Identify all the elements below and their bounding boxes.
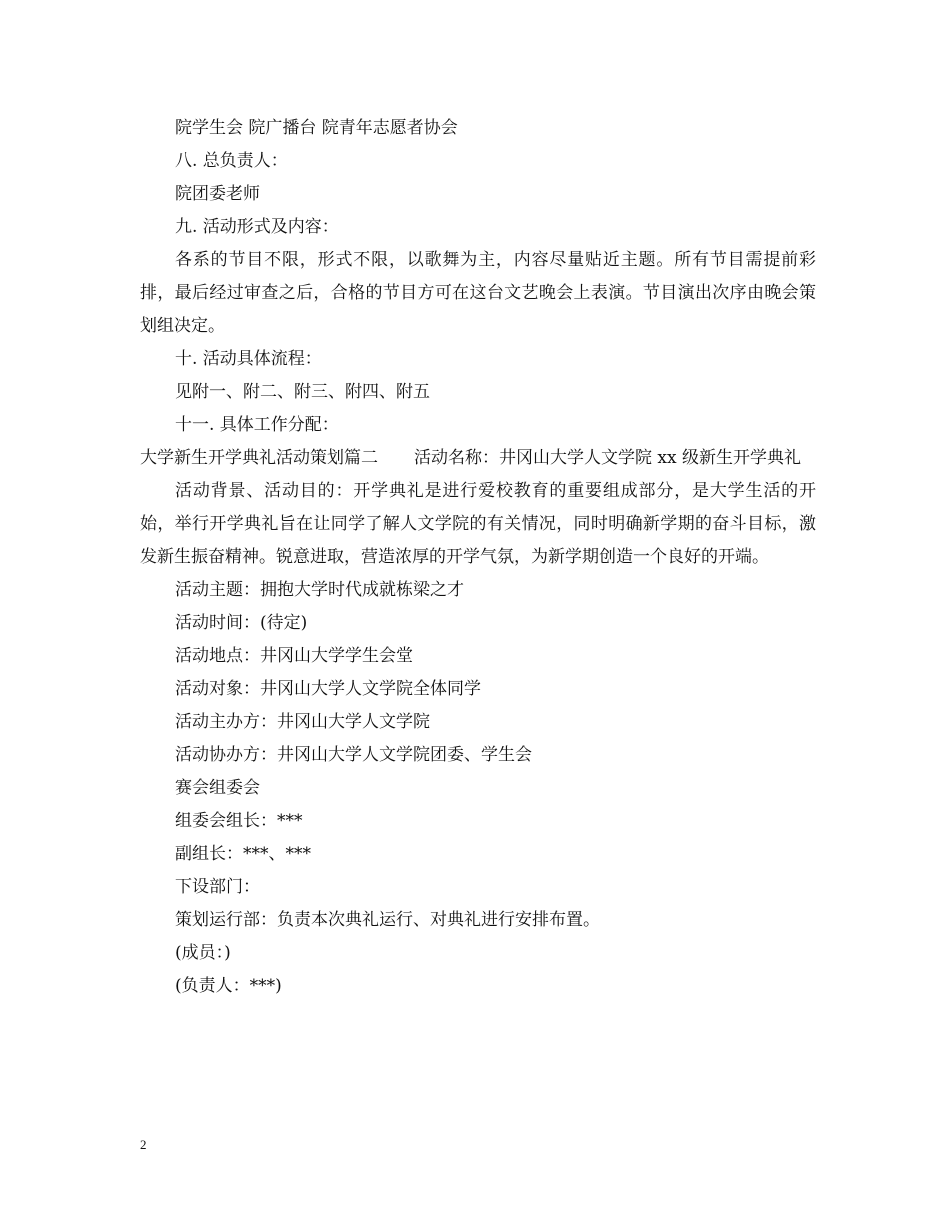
heading-section-10: 十. 活动具体流程： <box>175 349 322 369</box>
page-number: 2 <box>140 1137 147 1152</box>
text-line-members: (成员：) <box>175 943 231 963</box>
paragraph-background-purpose: 活动背景、活动目的：开学典礼是进行爱校教育的重要组成部分，是大学生活的开始，举行开学典礼旨在让同学了解人文学院的有关情况，同时明确新学期的奋斗目标，激发新生振奋精神。锐意进取，营造浓厚的开学气氛，为新学期创造一个良好的开端。 <box>140 481 816 567</box>
text-line-appendix: 见附一、附二、附三、附四、附五 <box>175 382 430 402</box>
activity-name: 活动名称：井冈山大学人文学院 xx 级新生开学典礼 <box>414 448 801 468</box>
article-title-line <box>140 442 816 475</box>
text-line-deputy-head: 副组长：***、*** <box>175 844 311 864</box>
text-line-audience: 活动对象：井冈山大学人文学院全体同学 <box>175 679 481 699</box>
text-line-departments: 下设部门： <box>175 877 260 897</box>
heading-section-9: 九. 活动形式及内容： <box>175 217 339 237</box>
text-line-host: 活动主办方：井冈山大学人文学院 <box>175 712 430 732</box>
text-line-committee-head: 组委会组长：*** <box>175 811 303 831</box>
text-line-time: 活动时间：(待定) <box>175 613 308 633</box>
text-line-planning-dept: 策划运行部：负责本次典礼运行、对典礼进行安排布置。 <box>175 910 600 930</box>
text-line-organizers: 院学生会 院广播台 院青年志愿者协会 <box>175 118 458 138</box>
heading-section-8: 八. 总负责人： <box>175 151 288 171</box>
text-line-theme: 活动主题：拥抱大学时代成就栋梁之才 <box>175 580 464 600</box>
article-title: 大学新生开学典礼活动策划篇二 <box>140 448 378 468</box>
paragraph-program-rules: 各系的节目不限，形式不限，以歌舞为主，内容尽量贴近主题。所有节目需提前彩排，最后经过审查之后，合格的节目方可在这台文艺晚会上表演。节目演出次序由晚会策划组决定。 <box>140 250 816 336</box>
text-line-co-host: 活动协办方：井冈山大学人文学院团委、学生会 <box>175 745 532 765</box>
document-body <box>140 112 816 1003</box>
text-line-person-in-charge: (负责人：***) <box>175 976 282 996</box>
text-line-responsible: 院团委老师 <box>175 184 260 204</box>
text-line-committee: 赛会组委会 <box>175 778 260 798</box>
text-line-location: 活动地点：井冈山大学学生会堂 <box>175 646 413 666</box>
heading-section-11: 十一. 具体工作分配： <box>175 415 339 435</box>
